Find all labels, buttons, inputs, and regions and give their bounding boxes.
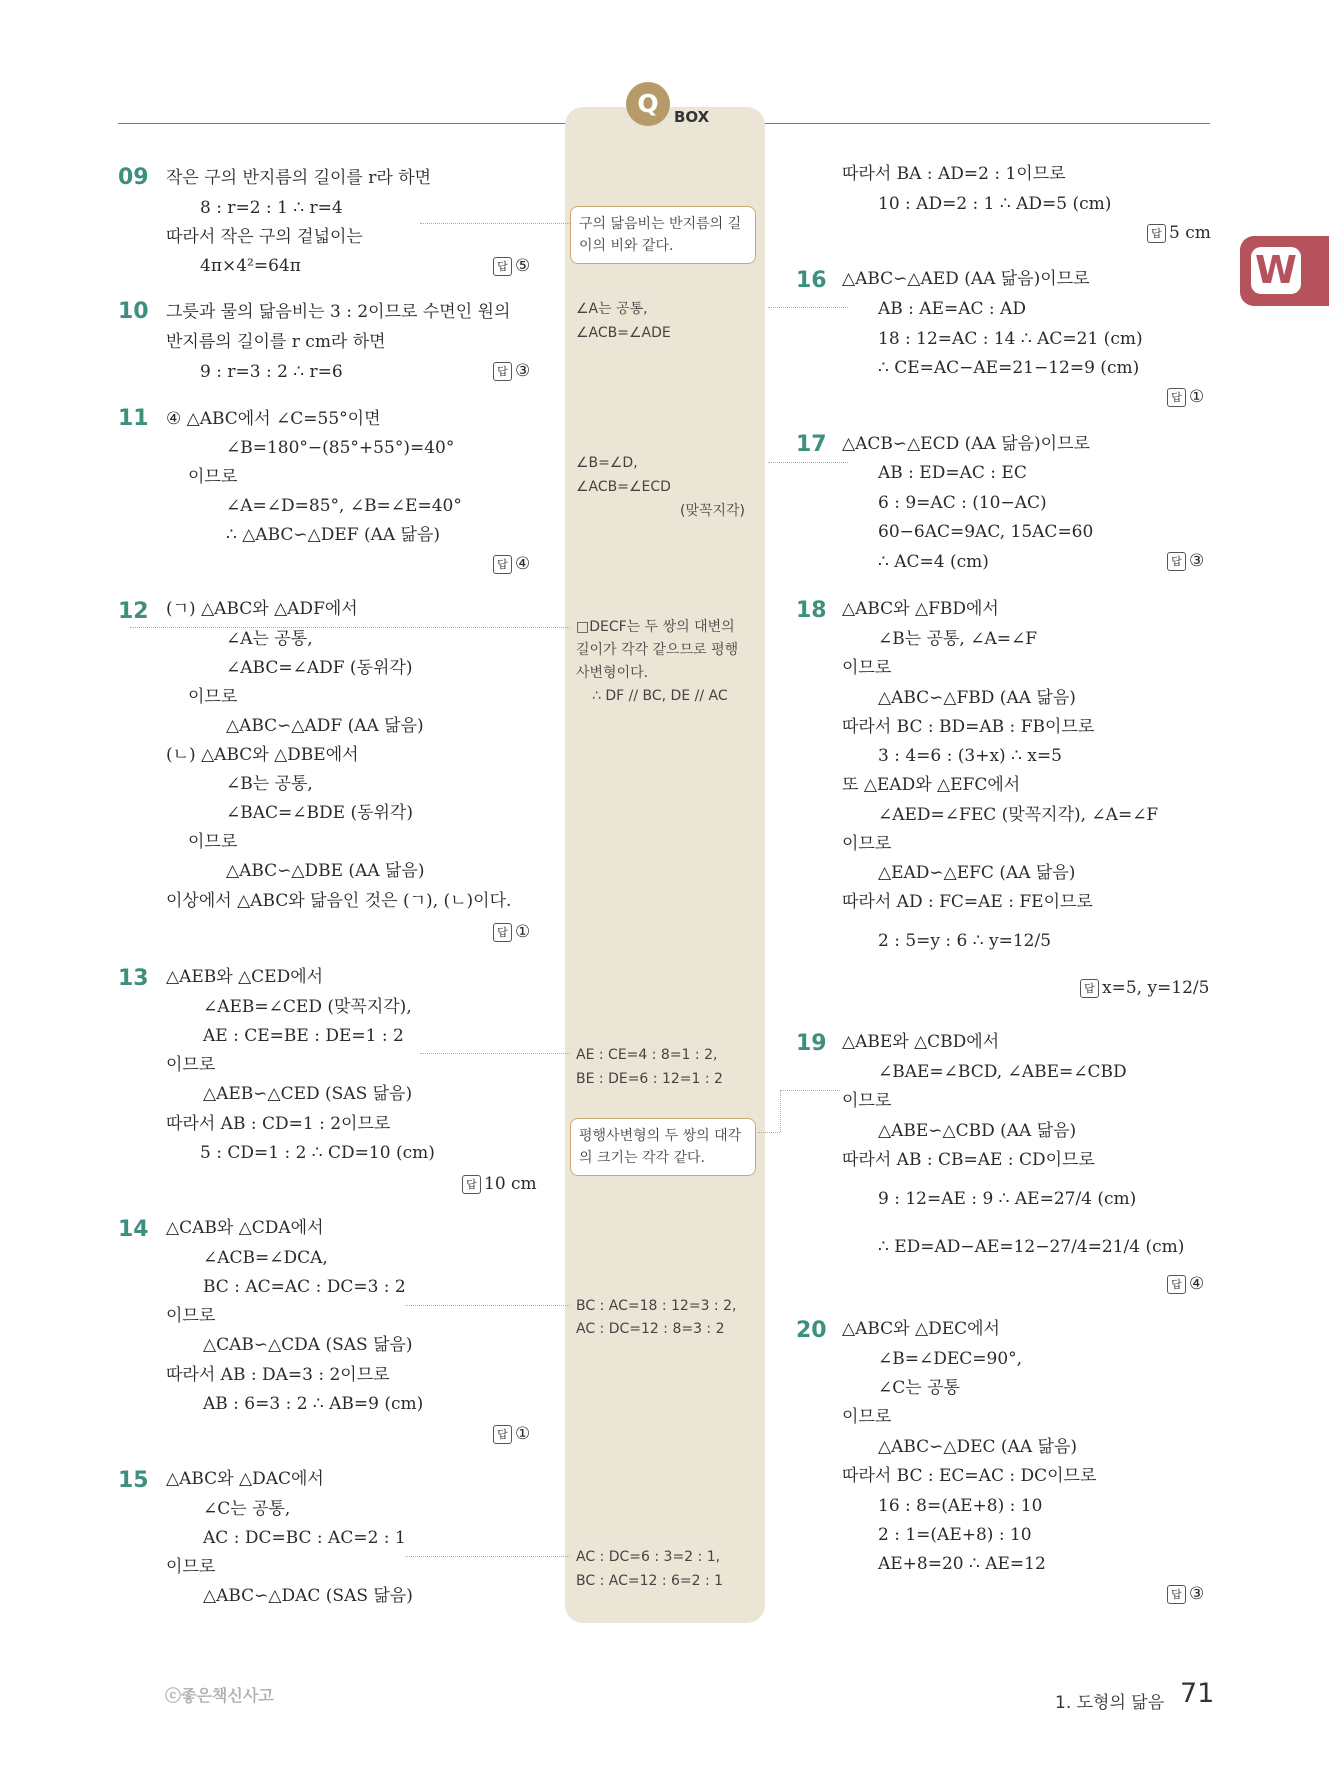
- leader-line: [780, 1090, 840, 1091]
- solution-line: △ABE와 △CBD에서: [842, 1032, 1000, 1052]
- solution-line: ∠A=∠D=85°, ∠B=∠E=40°: [226, 496, 462, 516]
- solution-line: △CAB와 △CDA에서: [166, 1218, 324, 1238]
- answer-mark-icon: 답: [1167, 1275, 1186, 1294]
- solution-line: 또 △EAD와 △EFC에서: [842, 775, 1021, 795]
- solution-line: 8 : r=2 : 1 ∴ r=4: [200, 198, 343, 218]
- solution-line: △ABC와 △DEC에서: [842, 1319, 1000, 1339]
- solution-line: △ACB∽△ECD (AA 닮음)이므로: [842, 434, 1090, 454]
- solution-line: ∠B는 공통, ∠A=∠F: [878, 629, 1038, 649]
- problem-number: 13: [118, 966, 149, 991]
- solution-line: ∴ CE=AC−AE=21−12=9 (cm): [878, 358, 1140, 378]
- solution-line: △ABC∽△FBD (AA 닮음): [878, 688, 1076, 708]
- note-line: ∠ACB=∠ADE: [576, 325, 671, 341]
- solution-line: ∠C는 공통: [878, 1378, 960, 1398]
- answer: 답 ③: [1167, 551, 1204, 571]
- solution-line: 반지름의 길이를 r cm라 하면: [166, 332, 386, 352]
- solution-line: 따라서 BC : BD=AB : FB이므로: [842, 717, 1095, 737]
- solution-line: (ㄱ) △ABC와 △ADF에서: [166, 599, 358, 619]
- leader-line: [405, 1305, 570, 1306]
- solution-line: ∠AED=∠FEC (맞꼭지각), ∠A=∠F: [878, 805, 1159, 825]
- problem-number: 17: [796, 432, 827, 457]
- solution-line: 작은 구의 반지름의 길이를 r라 하면: [166, 168, 432, 188]
- q-badge: Q: [626, 82, 670, 126]
- solution-line: ∠B=180°−(85°+55°)=40°: [226, 438, 455, 458]
- note-line: BE : DE=6 : 12=1 : 2: [576, 1071, 723, 1087]
- solution-line: 이므로: [842, 1407, 892, 1427]
- solution-line: 따라서 AB : CD=1 : 2이므로: [166, 1114, 391, 1134]
- qbox-label: BOX: [674, 108, 710, 126]
- solution-line: ∴ △ABC∽△DEF (AA 닮음): [226, 525, 441, 545]
- answer: 답 ①: [1167, 387, 1204, 407]
- solution-line: 따라서 AB : CB=AE : CD이므로: [842, 1150, 1095, 1170]
- leader-line: [780, 1090, 781, 1132]
- page-number: 71: [1180, 1678, 1215, 1709]
- solution-line: 이므로: [188, 467, 238, 487]
- answer: 답 ④: [1167, 1274, 1204, 1294]
- note-box: 구의 닮음비는 반지름의 길이의 비와 같다.: [570, 206, 756, 264]
- leader-line: [420, 1053, 570, 1054]
- solution-line: 2 : 1=(AE+8) : 10: [878, 1525, 1032, 1545]
- solution-line: △ABC∽△AED (AA 닮음)이므로: [842, 269, 1090, 289]
- answer: 답 ⑤: [493, 256, 530, 276]
- note-box: 평행사변형의 두 쌍의 대각의 크기는 각각 같다.: [570, 1118, 756, 1176]
- solution-line: ∴ AC=4 (cm): [878, 552, 989, 572]
- solution-line: 9 : 12=AE : 9 ∴ AE=27/4 (cm): [878, 1189, 1137, 1209]
- solution-line: 이므로: [842, 834, 892, 854]
- solution-line: AC : DC=BC : AC=2 : 1: [203, 1528, 406, 1548]
- note-line: AE : CE=4 : 8=1 : 2,: [576, 1047, 718, 1063]
- answer-mark-icon: 답: [493, 362, 512, 381]
- solution-line: ∠BAE=∠BCD, ∠ABE=∠CBD: [878, 1062, 1127, 1082]
- solution-line: △ABC∽△DAC (SAS 닮음): [203, 1586, 413, 1606]
- note-line: ∠A는 공통,: [576, 301, 648, 317]
- note-line: □DECF는 두 쌍의 대변의: [576, 619, 735, 635]
- solution-line: AB : ED=AC : EC: [878, 463, 1027, 483]
- answer: 답 ③: [493, 361, 530, 381]
- solution-line: (ㄴ) △ABC와 △DBE에서: [166, 745, 359, 765]
- solution-line: ∠B=∠DEC=90°,: [878, 1349, 1023, 1369]
- answer-mark-icon: 답: [493, 257, 512, 276]
- solution-line: AE+8=20 ∴ AE=12: [878, 1554, 1046, 1574]
- answer: 답 ④: [493, 554, 530, 574]
- problem-number: 15: [118, 1468, 149, 1493]
- answer: 답 ①: [493, 922, 530, 942]
- solution-line: 따라서 BA : AD=2 : 1이므로: [842, 164, 1066, 184]
- solution-line: 3 : 4=6 : (3+x) ∴ x=5: [878, 746, 1062, 766]
- problem-number: 11: [118, 406, 149, 431]
- w-logo-icon: W: [1251, 247, 1301, 294]
- solution-line: 이므로: [166, 1306, 216, 1326]
- solution-line: △AEB∽△CED (SAS 닮음): [203, 1084, 413, 1104]
- solution-line: △ABC와 △FBD에서: [842, 599, 999, 619]
- solution-line: △ABE∽△CBD (AA 닮음): [878, 1121, 1077, 1141]
- answer: 답 ①: [493, 1424, 530, 1444]
- answer: 답 10 cm: [462, 1174, 537, 1194]
- answer-mark-icon: 답: [1167, 388, 1186, 407]
- solution-line: ∠ACB=∠DCA,: [203, 1248, 328, 1268]
- solution-line: ∠BAC=∠BDE (동위각): [226, 803, 413, 823]
- answer: 답 5 cm: [1147, 223, 1211, 243]
- note-line: BC : AC=12 : 6=2 : 1: [576, 1573, 724, 1589]
- note-line: ∠ACB=∠ECD: [576, 479, 671, 495]
- side-tab[interactable]: [1240, 236, 1329, 306]
- note-line: AC : DC=6 : 3=2 : 1,: [576, 1549, 721, 1565]
- answer-mark-icon: 답: [1167, 1585, 1186, 1604]
- solution-line: ∠A는 공통,: [226, 629, 313, 649]
- note-line: BC : AC=18 : 12=3 : 2,: [576, 1298, 737, 1314]
- solution-line: AB : 6=3 : 2 ∴ AB=9 (cm): [203, 1394, 424, 1414]
- solution-line: ∠AEB=∠CED (맞꼭지각),: [203, 997, 412, 1017]
- answer-mark-icon: 답: [493, 555, 512, 574]
- problem-number: 18: [796, 598, 827, 623]
- solution-line: ∠ABC=∠ADF (동위각): [226, 658, 413, 678]
- solution-line: 6 : 9=AC : (10−AC): [878, 493, 1047, 513]
- solution-line: 이므로: [166, 1557, 216, 1577]
- solution-line: △ABC∽△ADF (AA 닮음): [226, 716, 424, 736]
- solution-line: 이므로: [188, 832, 238, 852]
- solution-line: 4π×4²=64π: [200, 256, 301, 276]
- solution-line: AE : CE=BE : DE=1 : 2: [203, 1026, 404, 1046]
- solution-line: AB : AE=AC : AD: [878, 299, 1026, 319]
- answer-mark-icon: 답: [493, 1425, 512, 1444]
- leader-line: [405, 1556, 570, 1557]
- note-line: (맞꼭지각): [680, 503, 746, 519]
- problem-number: 14: [118, 1217, 149, 1242]
- leader-line: [768, 462, 848, 463]
- solution-line: 이므로: [842, 1091, 892, 1111]
- answer-mark-icon: 답: [1080, 979, 1099, 998]
- solution-line: 따라서 AB : DA=3 : 2이므로: [166, 1365, 390, 1385]
- note-line: 길이가 각각 같으므로 평행: [576, 642, 739, 658]
- answer: 답 ③: [1167, 1584, 1204, 1604]
- solution-line: 그릇과 물의 닮음비는 3 : 2이므로 수면인 원의: [166, 302, 511, 322]
- leader-line: [420, 223, 570, 224]
- answer: 답 x=5, y=12/5: [1080, 978, 1209, 998]
- solution-line: △ABC∽△DEC (AA 닮음): [878, 1437, 1078, 1457]
- note-line: ∠B=∠D,: [576, 455, 638, 471]
- solution-line: 18 : 12=AC : 14 ∴ AC=21 (cm): [878, 329, 1143, 349]
- problem-number: 19: [796, 1031, 827, 1056]
- solution-line: △ABC와 △DAC에서: [166, 1469, 324, 1489]
- note-line: 사변형이다.: [576, 665, 649, 681]
- chapter-title: 1. 도형의 닮음: [1055, 1693, 1165, 1713]
- solution-line: 5 : CD=1 : 2 ∴ CD=10 (cm): [200, 1143, 435, 1163]
- answer-mark-icon: 답: [1167, 552, 1186, 571]
- solution-line: ∠C는 공통,: [203, 1499, 291, 1519]
- solution-line: 16 : 8=(AE+8) : 10: [878, 1496, 1043, 1516]
- solution-line: ④ △ABC에서 ∠C=55°이면: [166, 409, 381, 429]
- problem-number: 16: [796, 268, 827, 293]
- solution-line: 10 : AD=2 : 1 ∴ AD=5 (cm): [878, 194, 1112, 214]
- note-line: ∴ DF // BC, DE // AC: [592, 688, 728, 704]
- leader-line: [768, 307, 848, 308]
- problem-number: 20: [796, 1318, 827, 1343]
- solution-line: 이므로: [166, 1055, 216, 1075]
- answer-mark-icon: 답: [462, 1175, 481, 1194]
- solution-line: 60−6AC=9AC, 15AC=60: [878, 522, 1094, 542]
- leader-line: [758, 1132, 780, 1133]
- solution-line: 따라서 BC : EC=AC : DC이므로: [842, 1466, 1097, 1486]
- solution-line: △CAB∽△CDA (SAS 닮음): [203, 1335, 413, 1355]
- solution-line: 이므로: [188, 687, 238, 707]
- solution-line: BC : AC=AC : DC=3 : 2: [203, 1277, 406, 1297]
- solution-line: △AEB와 △CED에서: [166, 967, 324, 987]
- problem-number: 10: [118, 299, 149, 324]
- answer-mark-icon: 답: [1147, 224, 1166, 243]
- solution-line: △EAD∽△EFC (AA 닮음): [878, 863, 1076, 883]
- solution-line: △ABC∽△DBE (AA 닮음): [226, 861, 425, 881]
- leader-line: [130, 627, 570, 628]
- solution-line: 이상에서 △ABC와 닮음인 것은 (ㄱ), (ㄴ)이다.: [166, 891, 512, 911]
- solution-line: 이므로: [842, 658, 892, 678]
- solution-line: ∴ ED=AD−AE=12−27/4=21/4 (cm): [878, 1237, 1185, 1257]
- problem-number: 09: [118, 165, 149, 190]
- publisher-logo: ⓒ좋은책신사고: [165, 1686, 274, 1705]
- note-line: AC : DC=12 : 8=3 : 2: [576, 1321, 725, 1337]
- solution-line: 2 : 5=y : 6 ∴ y=12/5: [878, 931, 1052, 951]
- answer-mark-icon: 답: [493, 923, 512, 942]
- solution-line: 9 : r=3 : 2 ∴ r=6: [200, 362, 343, 382]
- solution-line: 따라서 AD : FC=AE : FE이므로: [842, 892, 1093, 912]
- solution-line: ∠B는 공통,: [226, 774, 313, 794]
- problem-number: 12: [118, 599, 149, 624]
- solution-line: 따라서 작은 구의 겉넓이는: [166, 227, 363, 247]
